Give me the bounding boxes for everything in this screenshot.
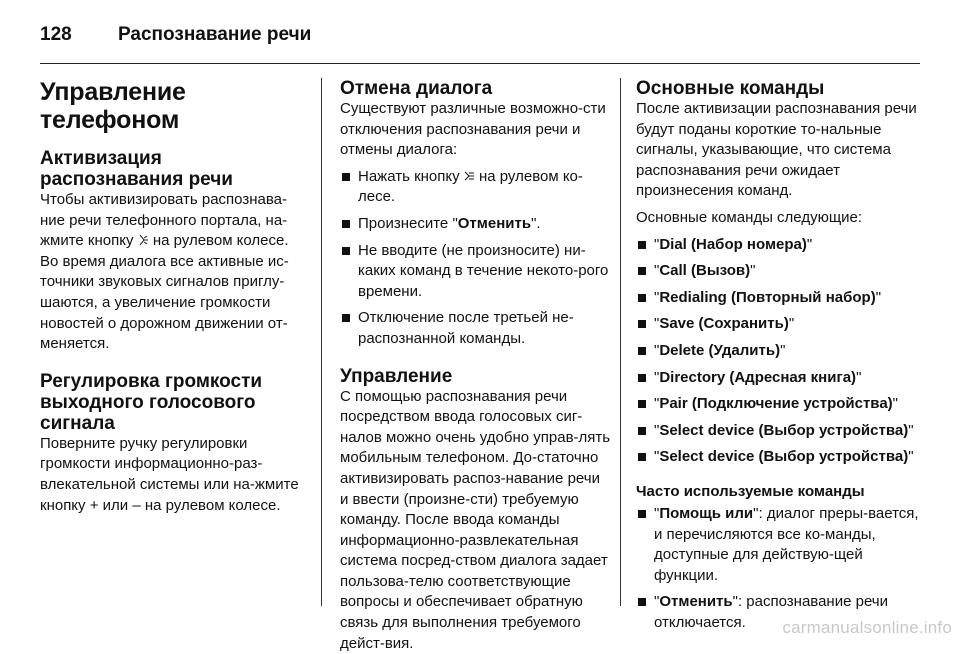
page-header [40,18,311,52]
header-rule [40,63,920,64]
list-item: Отключение после третьей не-распознанной команды. [340,308,612,349]
column-divider [321,78,322,606]
column-divider [620,78,621,606]
end-call-button-icon [464,170,475,182]
page-title: Распознавание речи [118,24,312,45]
section-heading-volume: Регулировка громкости выходного голосового сигнала [40,370,263,434]
cancel-text: Существуют различные возможно-сти отключения распознавания речи и отмены диалога: [340,100,606,159]
basic-commands-intro: Основные команды следующие: [636,208,863,226]
basic-commands-list [636,235,926,468]
list-item: "Отменить": распознавание речи отключается. [636,592,926,633]
cancel-list [340,167,612,350]
list-item: Не вводите (не произносите) ни-каких команд в течение некото-рого времени. [340,241,612,303]
column-1 [40,78,310,516]
section-heading-activation: Активизация распознавания речи [40,148,233,190]
list-item: "Select device (Выбор устройства)" [636,421,926,442]
watermark: carmanualsonline.info [782,618,952,637]
voice-button-icon [138,234,149,246]
column-2 [340,78,612,654]
control-text: С помощью распознавания речи посредством ввода голосовых сиг-налов можно очень удобно управ-лять мобильным телефоном. До-статочно активизировать распоз-навание речи и ввести (произне-сти) требуемую команду. После ввода команды информационно-развлекательная система посред-ством диалога задает пользова-телю соответствующие вопросы и обеспечивает обратную связь для выполнения требуемого дейст-вия. [340,387,611,652]
basic-commands-text: После активизации распознавания речи будут поданы короткие то-нальные сигналы, указывающие, что система распознавания речи ожидает произнесения команд. [636,100,917,200]
list-item: "Save (Сохранить)" [636,314,926,335]
section-heading-cancel: Отмена диалога [340,78,493,99]
list-item: "Помощь или": диалог преры-вается, и перечисляются все ко-манды, доступные для действую-щей функции. [636,504,926,586]
list-item: "Delete (Удалить)" [636,341,926,362]
list-item: "Call (Вызов)" [636,261,926,282]
section-heading-frequent-commands: Часто используемые команды [636,482,865,500]
list-item: "Pair (Подключение устройства)" [636,394,926,415]
volume-text: Поверните ручку регулировки громкости информационно-раз-влекательной системы или на-жмите кнопку + или – на рулевом колесе. [40,434,299,514]
column-3 [636,78,926,633]
list-item: Нажать кнопку на рулевом ко-лесе. [340,167,612,208]
list-item: "Select device (Выбор устройства)" [636,447,926,468]
main-heading: Управление телефоном [40,78,186,134]
section-heading-control: Управление [340,365,453,387]
list-item: "Redialing (Повторный набор)" [636,288,926,309]
list-item: "Directory (Адресная книга)" [636,368,926,389]
frequent-commands-list [636,504,926,634]
section-heading-basic-commands: Основные команды [636,78,825,99]
list-item: "Dial (Набор номера)" [636,235,926,256]
activation-text: Чтобы активизировать распознава-ние речи телефонного портала, на-жмите кнопку на рулевом колесе. Во время диалога все активные ис-точники звуковых сигналов приглу-шаются, а увеличение громкости новостей о дорожном движении от-меняется. [40,191,289,353]
list-item: Произнесите "Отменить". [340,214,612,235]
page-number: 128 [40,24,72,45]
